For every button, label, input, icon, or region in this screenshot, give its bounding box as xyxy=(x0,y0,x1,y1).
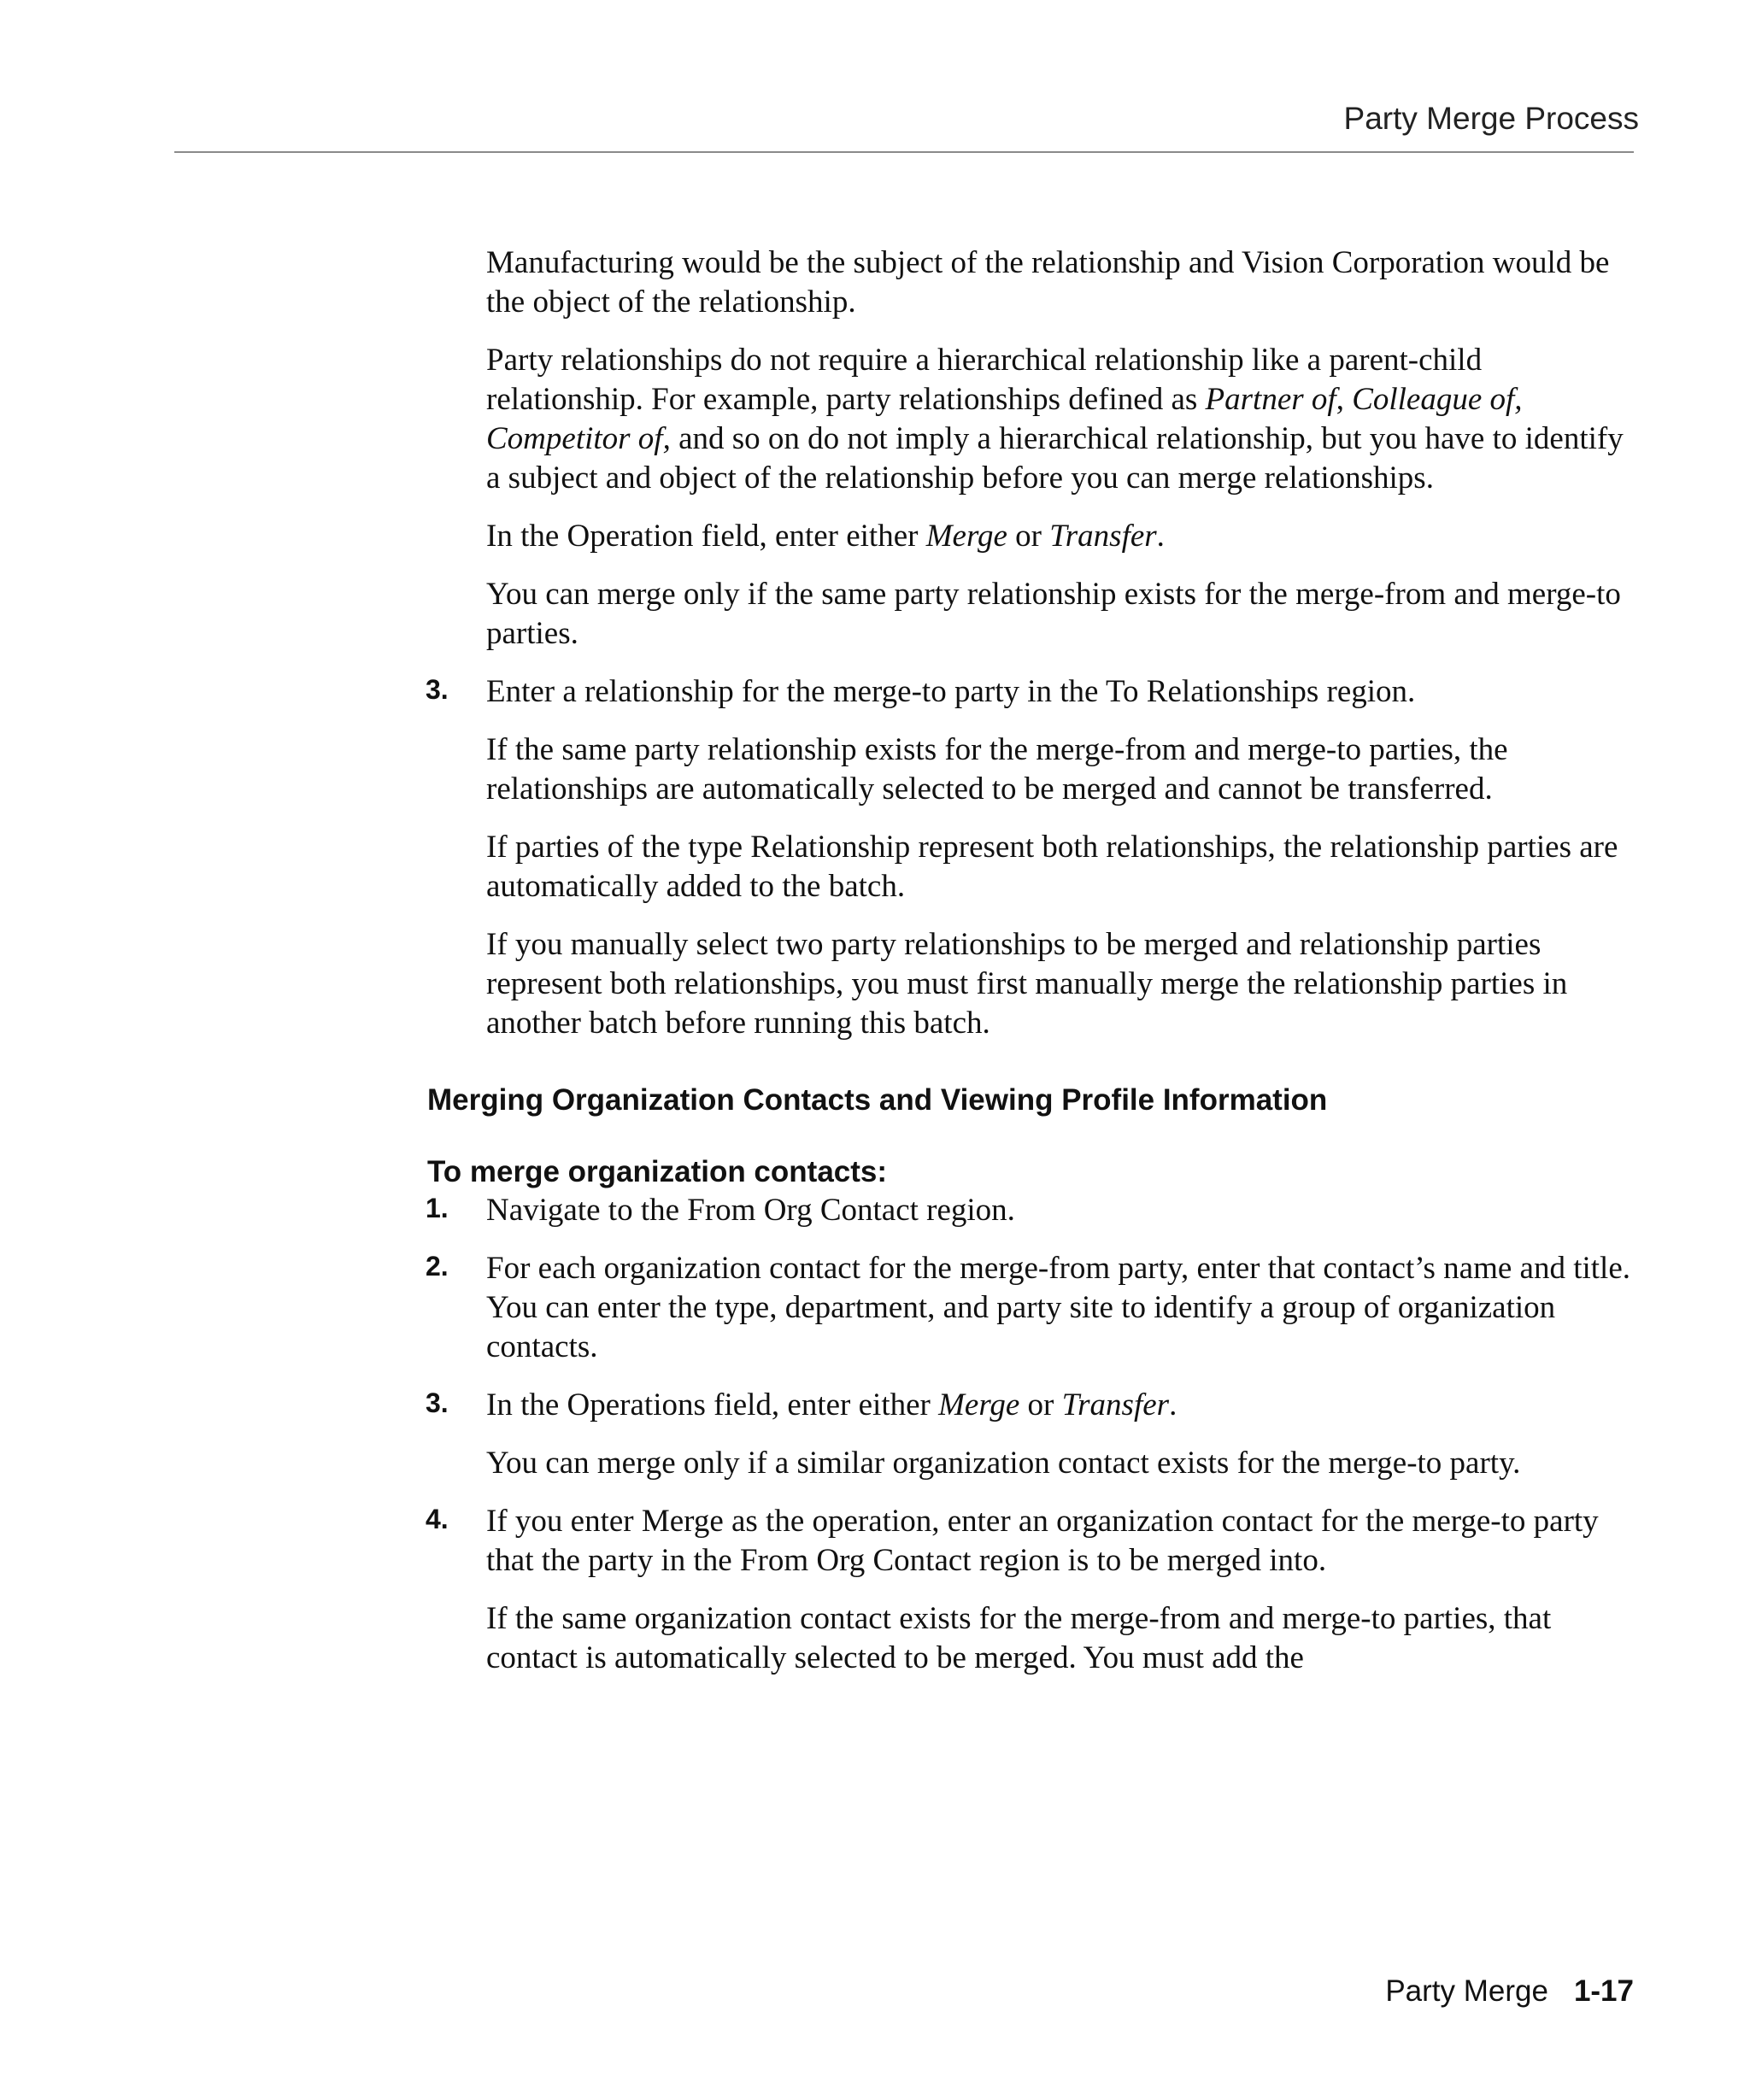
step-number: 4. xyxy=(426,1504,449,1534)
italic-term: Transfer xyxy=(1061,1387,1170,1422)
step-item xyxy=(426,1502,1639,1581)
step-note: If the same organization contact exists for the merge-from and merge-to parties, that contact is automatically selected to be merged. You must add the xyxy=(486,1601,1552,1675)
paragraph: Party relationships do not require a hierarchical relationship like a parent-child relationship. For example, party relationships defined as Partner of, Colleague of, Competitor of, and so on do not imply a hierarchical relationship, but you have to identify a subject and object of the relationship before you can merge relationships. xyxy=(486,343,1624,496)
step-text: Enter a relationship for the merge-to party in the To Relationships region. xyxy=(486,674,1416,709)
header-rule xyxy=(174,151,1634,153)
step-note: You can merge only if a similar organization contact exists for the merge-to party. xyxy=(486,1446,1521,1481)
italic-term: Merge xyxy=(938,1387,1020,1422)
paragraph: If the same party relationship exists for the merge-from and merge-to parties, the relationships are automatically selected to be merged and cannot be transferred. xyxy=(486,732,1508,807)
section-heading: Merging Organization Contacts and Viewing Profile Information xyxy=(427,1083,1328,1117)
step-text: For each organization contact for the merge-from party, enter that contact’s name and title. You can enter the type, department, and party site to identify a group of organization contacts. xyxy=(486,1251,1631,1364)
step-item xyxy=(426,1191,1639,1230)
paragraph: If parties of the type Relationship represent both relationships, the relationship parties are automatically added to the batch. xyxy=(486,830,1618,904)
step-number: 2. xyxy=(426,1251,449,1282)
step-item xyxy=(426,1386,1639,1425)
step-item xyxy=(426,1249,1639,1367)
step-number: 1. xyxy=(426,1193,449,1223)
italic-term: Merge xyxy=(925,519,1007,554)
page-number: 1-17 xyxy=(1573,1974,1634,2008)
page-footer xyxy=(1385,1974,1634,2009)
page-body xyxy=(426,243,1639,1697)
procedure-heading: To merge organization contacts: xyxy=(427,1155,888,1188)
paragraph: You can merge only if the same party relationship exists for the merge-from and merge-to parties. xyxy=(486,577,1621,651)
paragraph: In the Operation field, enter either Merge or Transfer. xyxy=(486,519,1165,554)
italic-term: Colleague of, Competitor of, xyxy=(486,382,1523,456)
step-number: 3. xyxy=(426,1387,449,1418)
italic-term: Transfer xyxy=(1049,519,1157,554)
step-text: In the Operations field, enter either Merge or Transfer. xyxy=(486,1387,1177,1422)
running-header: Party Merge Process xyxy=(1343,101,1639,136)
paragraph: Manufacturing would be the subject of the relationship and Vision Corporation would be the object of the relationship. xyxy=(486,245,1610,320)
italic-term: Partner of xyxy=(1205,382,1336,417)
step-item xyxy=(426,672,1639,712)
paragraph: If you manually select two party relationships to be merged and relationship parties represent both relationships, you must first manually merge the relationship parties in another batch before running this batch. xyxy=(486,927,1568,1041)
step-number: 3. xyxy=(426,674,449,705)
step-text: Navigate to the From Org Contact region. xyxy=(486,1193,1015,1228)
footer-chapter: Party Merge xyxy=(1385,1974,1548,2008)
step-text: If you enter Merge as the operation, enter an organization contact for the merge-to party that the party in the From Org Contact region is to be merged into. xyxy=(486,1504,1599,1578)
